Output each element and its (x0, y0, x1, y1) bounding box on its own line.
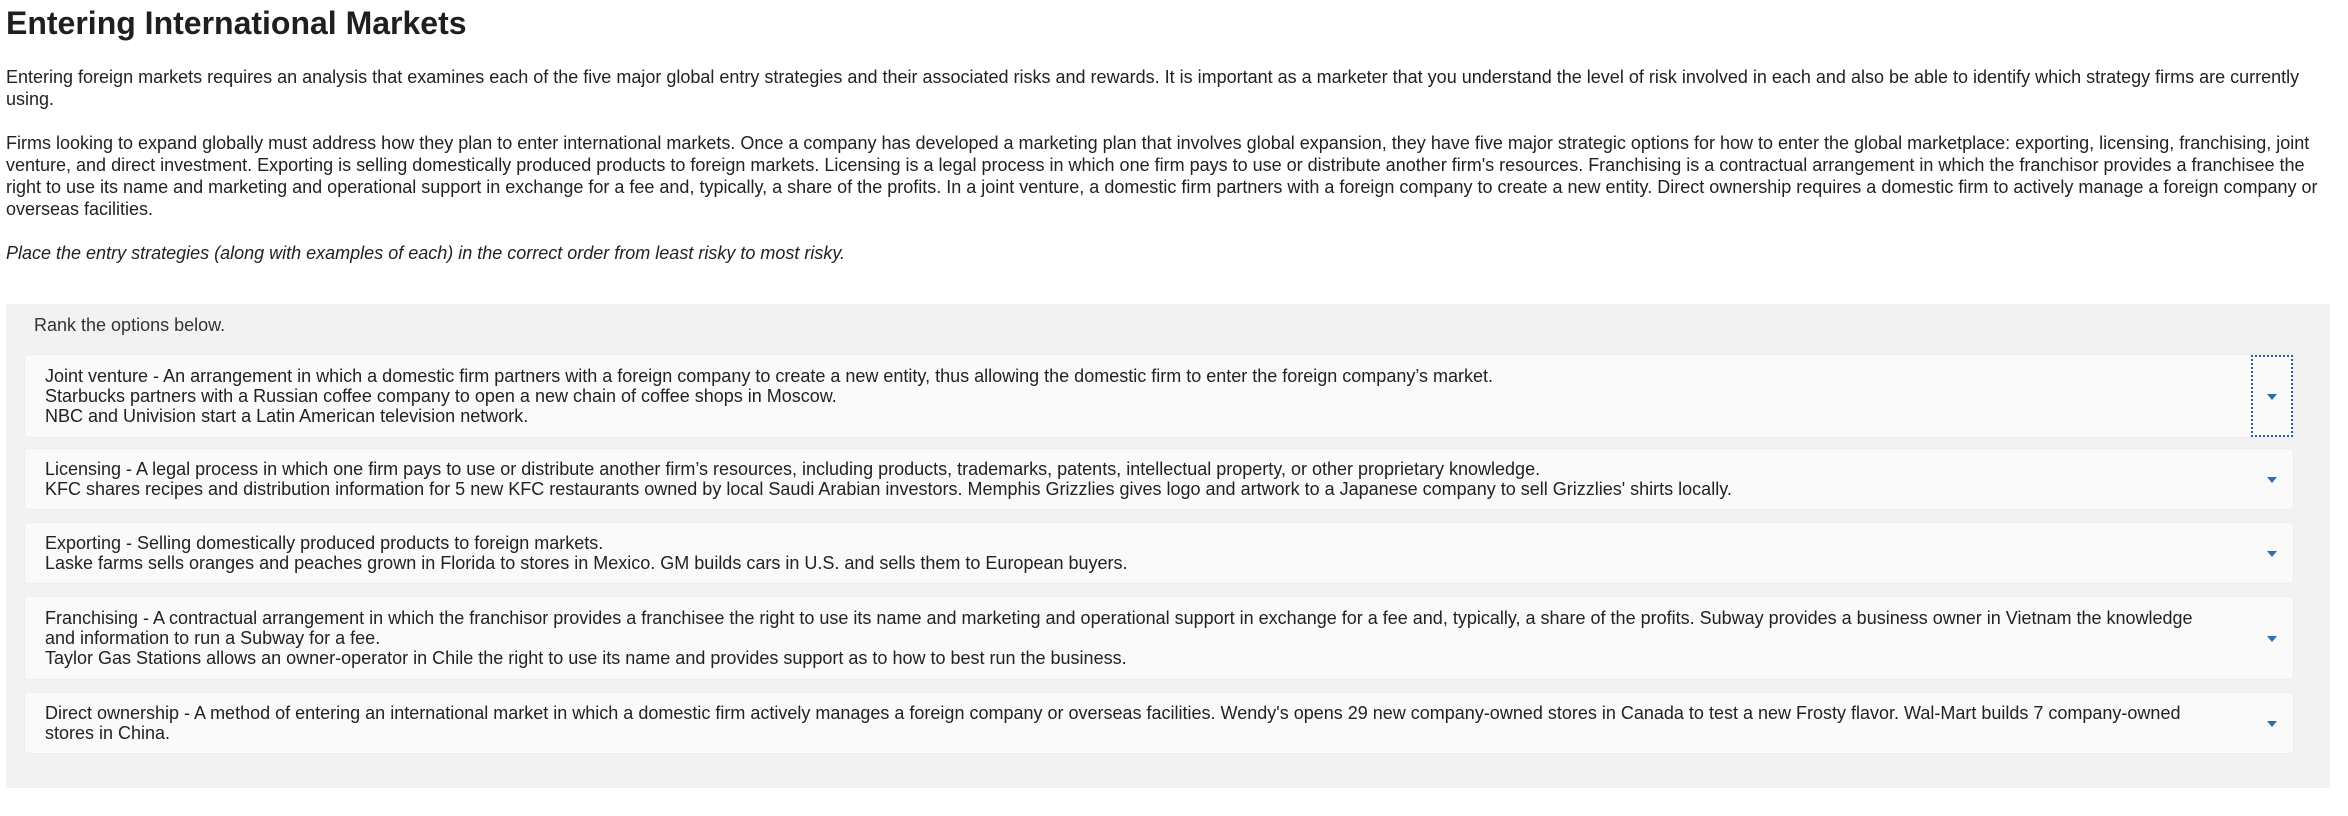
rank-item-line: KFC shares recipes and distribution information for 5 new KFC restaurants owned by local Saudi Arabian investors. Memphis Grizzlies gives logo and artwork to a Japanese company to sell Grizzlies' shirts locally. (45, 479, 1732, 499)
rank-item-line: Franchising - A contractual arrangement in which the franchisor provides a franchisee the right to use its name and marketing and operational support in exchange for a fee and, typically, a share of the profits. Subway provides a business owner in Vietnam the knowledge and information to run a Subway for a fee. (45, 608, 2193, 648)
ranking-panel (6, 304, 2330, 788)
rank-item-text (45, 533, 2225, 573)
rank-dropdown-button[interactable] (2251, 693, 2293, 753)
rank-dropdown-button[interactable] (2251, 523, 2293, 583)
rank-item-text (45, 366, 2225, 426)
page-content (6, 0, 2336, 264)
rank-item-exporting[interactable] (24, 522, 2294, 584)
rank-item-line: Joint venture - An arrangement in which a domestic firm partners with a foreign company to create a new entity, thus allowing the domestic firm to enter the foreign company’s market. (45, 366, 1494, 386)
instruction-text: Place the entry strategies (along with examples of each) in the correct order from least risky to most risky. (6, 243, 845, 263)
rank-item-line: Direct ownership - A method of entering an international market in which a domestic firm actively manages a foreign company or overseas facilities. Wendy's opens 29 new company-owned stores in Canada to test a new Frosty flavor. Wal-Mart builds 7 company-owned stores in China. (45, 703, 2181, 743)
rank-item-line: Taylor Gas Stations allows an owner-operator in Chile the right to use its name and provides support as to how to best run the business. (45, 648, 1127, 668)
rank-item-text (45, 459, 2225, 499)
rank-item-direct-ownership[interactable] (24, 692, 2294, 754)
rank-item-line: Licensing - A legal process in which one firm pays to use or distribute another firm’s resources, including products, trademarks, patents, intellectual property, or other proprietary knowledge. (45, 459, 1541, 479)
rank-item-joint-venture[interactable] (24, 354, 2294, 438)
rank-dropdown-button[interactable] (2251, 449, 2293, 509)
body-paragraph: Firms looking to expand globally must address how they plan to enter international markets. Once a company has developed a marketing plan that involves global expansion, they have five major strategic options for how to enter the global marketplace: exporting, licensing, franchising, joint venture, and direct investment. Exporting is selling domestically produced products to foreign markets. Licensing is a legal process in which one firm pays to use or distribute another firm's resources. Franchising is a contractual arrangement in which the franchisor provides a franchisee the right to use its name and marketing and operational support in exchange for a fee and, typically, a share of the profits. In a joint venture, a domestic firm partners with a foreign company to create a new entity. Direct ownership requires a domestic firm to actively manage a foreign company or overseas facilities. (6, 133, 2318, 219)
rank-item-line: Laske farms sells oranges and peaches grown in Florida to stores in Mexico. GM builds cars in U.S. and sells them to European buyers. (45, 553, 1128, 573)
rank-item-franchising[interactable] (24, 596, 2294, 680)
rank-item-licensing[interactable] (24, 448, 2294, 510)
caret-down-icon (2267, 636, 2277, 642)
caret-down-icon (2267, 394, 2277, 400)
rank-item-line: NBC and Univision start a Latin American television network. (45, 406, 529, 426)
caret-down-icon (2267, 721, 2277, 727)
caret-down-icon (2267, 477, 2277, 483)
caret-down-icon (2267, 551, 2277, 557)
rank-item-text (45, 703, 2225, 743)
rank-item-text (45, 608, 2225, 668)
intro-paragraph: Entering foreign markets requires an analysis that examines each of the five major global entry strategies and their associated risks and rewards. It is important as a marketer that you understand the level of risk involved in each and also be able to identify which strategy firms are currently using. (6, 67, 2300, 109)
rank-item-line: Starbucks partners with a Russian coffee company to open a new chain of coffee shops in Moscow. (45, 386, 837, 406)
ranking-header: Rank the options below. (34, 315, 226, 335)
rank-dropdown-button[interactable] (2251, 355, 2293, 437)
rank-item-line: Exporting - Selling domestically produced products to foreign markets. (45, 533, 604, 553)
page-title: Entering International Markets (6, 5, 467, 41)
rank-dropdown-button[interactable] (2251, 597, 2293, 679)
